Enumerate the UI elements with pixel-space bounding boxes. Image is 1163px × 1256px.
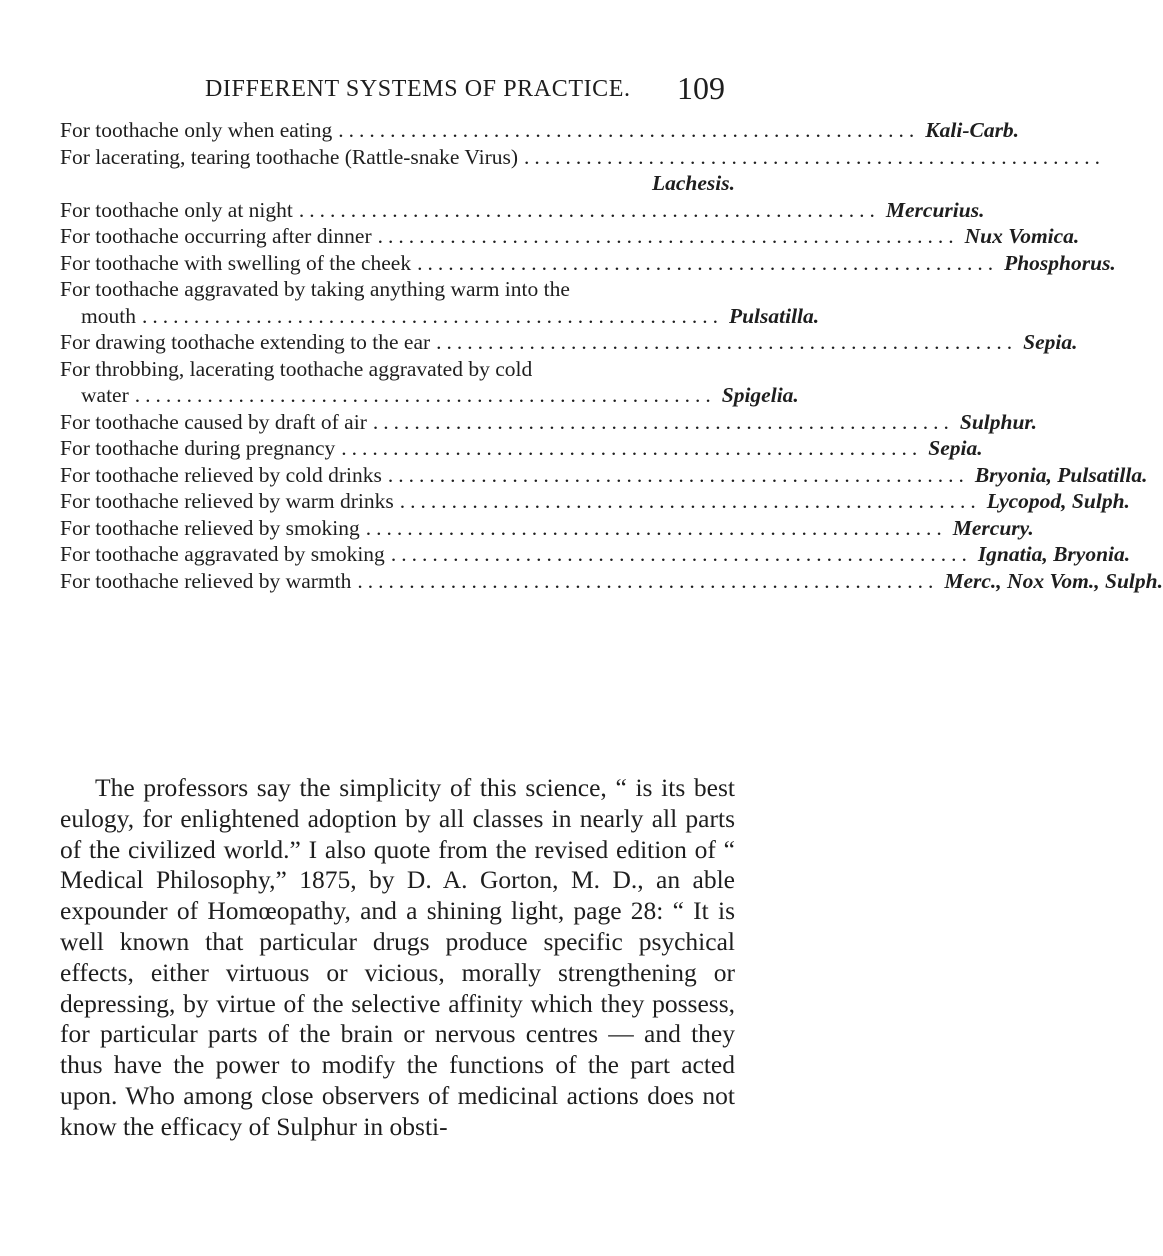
condition-text: For toothache only at night (60, 197, 293, 222)
condition-text: For toothache aggravated by taking anything warm into the (60, 277, 570, 301)
condition-text: For drawing toothache extending to the ear (60, 330, 431, 354)
leader-dots: ........................................................ (338, 118, 920, 142)
remedy-text: Phosphorus. (1004, 250, 1116, 275)
list-item (60, 488, 1130, 515)
leader-dots: ........................................................ (298, 197, 880, 222)
leader-dots: ........................................................ (341, 436, 923, 460)
leader-dots: ........................................................ (399, 489, 981, 513)
remedy-text: Sepia. (928, 436, 983, 460)
leader-dots: ........................................................ (357, 568, 939, 593)
list-item (60, 409, 1037, 436)
leader-dots: ........................................................ (372, 409, 954, 434)
remedy-text: Pulsatilla. (728, 303, 820, 328)
remedy-text: Spigelia. (721, 383, 799, 407)
list-item (60, 117, 1020, 144)
list-item-continuation (60, 303, 820, 330)
list-item (60, 329, 1078, 356)
leader-dots: ........................................................ (417, 250, 999, 275)
list-item (60, 223, 1080, 250)
list-item (60, 250, 1116, 277)
condition-text-continued: mouth (81, 303, 136, 328)
list-item (60, 568, 1163, 595)
condition-text: For toothache occurring after dinner (60, 224, 372, 248)
remedy-text: Sepia. (1023, 330, 1078, 354)
list-item-continuation (60, 382, 799, 409)
condition-text: For toothache relieved by warm drinks (60, 489, 394, 513)
page-header (205, 70, 725, 110)
condition-text: For toothache aggravated by smoking (60, 542, 385, 566)
leader-dots: ........................................................ (387, 462, 969, 487)
list-item (60, 197, 985, 224)
list-item (60, 462, 1148, 489)
condition-text: For toothache caused by draft of air (60, 409, 367, 434)
remedy-list (60, 117, 1163, 594)
remedy-text: Bryonia, Pulsatilla. (974, 462, 1148, 487)
remedy-text: Merc., Nox Vom., Sulph. (944, 568, 1163, 593)
remedy-text: Lachesis. (651, 171, 735, 195)
page-number: 109 (677, 70, 725, 106)
condition-text: For toothache relieved by smoking (60, 515, 360, 540)
list-item (60, 541, 1131, 568)
list-item (60, 276, 735, 303)
leader-dots: ........................................................ (436, 330, 1018, 354)
list-item (60, 435, 983, 462)
condition-text: For lacerating, tearing toothache (Rattle-snake Virus) (60, 144, 519, 169)
list-item (60, 515, 1034, 542)
leader-dots: ........................................................ (524, 144, 1106, 169)
leader-dots: ........................................................ (365, 515, 947, 540)
list-item (60, 356, 735, 383)
condition-text: For throbbing, lacerating toothache aggravated by cold (60, 356, 533, 381)
condition-text: For toothache during pregnancy (60, 436, 336, 460)
leader-dots: ........................................................ (141, 303, 723, 328)
remedy-text: Kali-Carb. (925, 118, 1020, 142)
running-head: DIFFERENT SYSTEMS OF PRACTICE. (205, 76, 631, 102)
remedy-text: Lycopod, Sulph. (986, 489, 1130, 513)
condition-text-continued: water (81, 383, 129, 407)
condition-text: For toothache with swelling of the cheek (60, 250, 412, 275)
remedy-text: Mercurius. (885, 197, 985, 222)
condition-text: For toothache relieved by warmth (60, 568, 352, 593)
remedy-text: Nux Vomica. (964, 224, 1080, 248)
remedy-text: Mercury. (952, 515, 1034, 540)
condition-text: For toothache relieved by cold drinks (60, 462, 382, 487)
condition-text: For toothache only when eating (60, 118, 333, 142)
body-paragraph: The professors say the simplicity of this science, “ is its best eulogy, for enlightened adoption by all classes in nearly all parts of the civilized world.” I also quote from the revised edition of “ Medical Philosophy,” 1875, by D. A. Gorton, M. D., an able expounder of Homœopathy, and a shining light, page 28: “ It is well known that particular drugs produce specific psychical effects, either virtuous or vicious, morally strengthening or depressing, by virtue of the selective affinity which they possess, for particular parts of the brain or nervous centres — and they thus have the power to modify the functions of the part acted upon. Who among close observers of medicinal actions does not know the efficacy of Sulphur in obsti- (60, 773, 735, 1141)
leader-dots: ........................................................ (390, 542, 972, 566)
list-item (60, 144, 1106, 171)
remedy-text: Ignatia, Bryonia. (977, 542, 1131, 566)
leader-dots: ........................................................ (377, 224, 959, 248)
leader-dots: ........................................................ (134, 383, 716, 407)
remedy-text: Sulphur. (959, 409, 1037, 434)
